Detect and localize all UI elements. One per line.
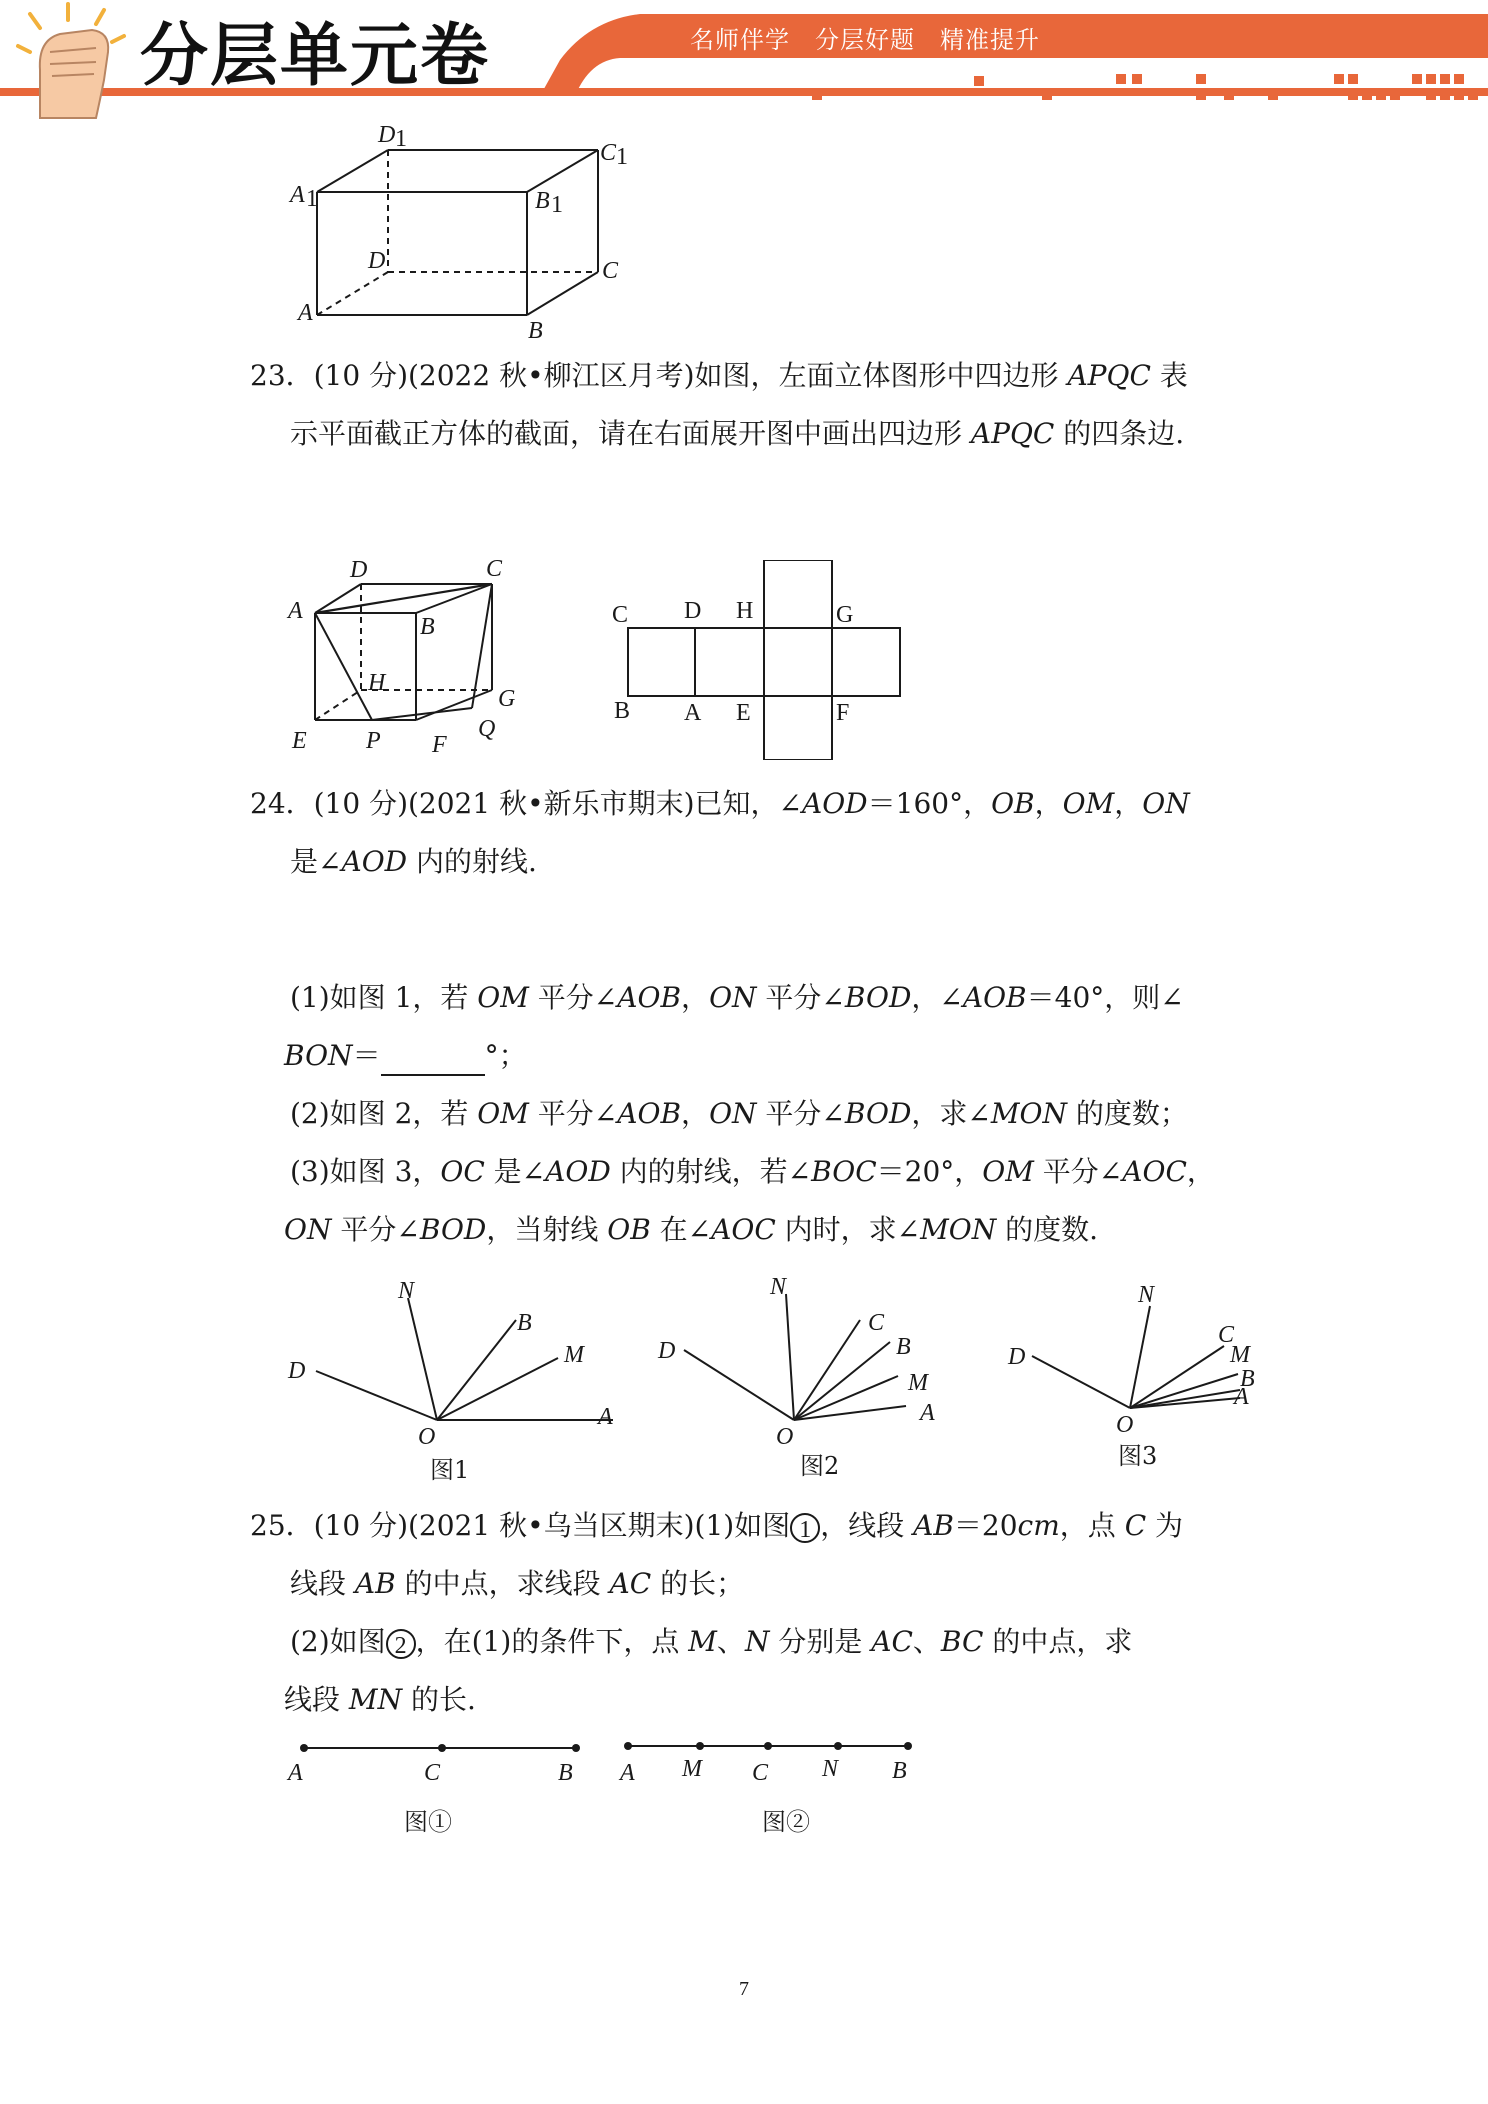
label-C1: C: [600, 140, 617, 166]
label-E: E: [292, 728, 307, 754]
q25-line1: 25．(10 分)(2021 秋•乌当区期末)(1)如图 1 ，线段 AB＝20cm，点 C 为: [250, 1509, 1184, 1543]
circled-2: 2: [386, 1629, 416, 1659]
seg1-label-B: B: [558, 1760, 573, 1786]
label-A1-sub: 1: [306, 186, 318, 212]
seg1-label-C: C: [424, 1760, 441, 1786]
fig2-label-N: N: [770, 1274, 787, 1300]
label-D1-sub: 1: [395, 126, 407, 152]
label-Q: Q: [478, 716, 496, 742]
segment-fig1: [300, 1744, 580, 1752]
page-number: 7: [739, 1978, 749, 2000]
q24-line2: 是∠AOD 内的射线.: [290, 845, 537, 878]
angle-fig3: [1032, 1306, 1240, 1408]
brand-title: 分层单元卷: [140, 17, 491, 96]
label-A: A: [288, 598, 303, 624]
cube-net-figure: [600, 560, 920, 760]
seg2-label-C: C: [752, 1760, 769, 1786]
label-F: F: [432, 732, 447, 758]
seg2-label-A: A: [620, 1760, 635, 1786]
fist-logo-icon: [18, 4, 124, 118]
label-D: D: [368, 248, 386, 274]
circled-1: 1: [790, 1513, 820, 1543]
fig3-label-A: A: [1234, 1384, 1249, 1410]
fig3-caption: 图3: [1118, 1442, 1158, 1470]
angle-figures: [280, 1268, 1280, 1488]
fig3-label-D: D: [1008, 1344, 1026, 1370]
label-C: C: [486, 556, 503, 582]
fig2-label-M: M: [908, 1370, 928, 1396]
label-B: B: [420, 614, 435, 640]
q25-line3: (2)如图 2 ，在(1)的条件下，点 M、N 分别是 AC、BC 的中点，求: [290, 1625, 1133, 1659]
seg2-caption: 图②: [762, 1808, 810, 1836]
answer-blank[interactable]: [381, 1048, 485, 1076]
segment-figures: [280, 1730, 940, 1840]
label-A: A: [298, 300, 313, 326]
label-B1-sub: 1: [551, 192, 563, 218]
decor-squares: [812, 74, 1478, 100]
fig1-label-M: M: [564, 1342, 584, 1368]
label-H: H: [368, 670, 386, 696]
label-C: C: [602, 258, 619, 284]
label-B: B: [614, 698, 631, 724]
fig3-label-C: C: [1218, 1322, 1235, 1348]
label-B: B: [528, 318, 543, 344]
q24-part2: (2)如图 2，若 OM 平分∠AOB，ON 平分∠BOD，求∠MON 的度数；: [290, 1097, 1188, 1130]
label-H: H: [736, 598, 754, 624]
fig1-label-N: N: [398, 1278, 415, 1304]
label-D: D: [350, 557, 368, 583]
header-slogan: 名师伴学 分层好题 精准提升: [690, 26, 1040, 54]
q24-line1: 24．(10 分)(2021 秋•新乐市期末)已知，∠AOD＝160°，OB，OM，ON: [250, 787, 1190, 820]
page-header: [0, 0, 1488, 120]
seg2-label-B: B: [892, 1758, 907, 1784]
q24-part1-line1: (1)如图 1，若 OM 平分∠AOB，ON 平分∠BOD，∠AOB＝40°，则∠: [290, 981, 1184, 1014]
q23-line1: 23．(10 分)(2022 秋•柳江区月考)如图，左面立体图形中四边形 APQC 表: [250, 359, 1188, 392]
fig2-label-O: O: [776, 1424, 794, 1450]
q25-line2: 线段 AB 的中点，求线段 AC 的长；: [290, 1567, 745, 1600]
q24-part3-line2: ON 平分∠BOD，当射线 OB 在∠AOC 内时，求∠MON 的度数.: [284, 1213, 1099, 1246]
fig1-label-O: O: [418, 1424, 436, 1450]
label-D1: D: [378, 122, 396, 148]
fig1-label-B: B: [517, 1310, 532, 1336]
q24-part1-line2: BON＝ °；: [284, 1036, 527, 1076]
label-C1-sub: 1: [616, 144, 628, 170]
cuboid-figure: [280, 120, 640, 345]
fig1-caption: 图1: [430, 1456, 470, 1484]
label-C: C: [612, 602, 629, 628]
label-G: G: [836, 602, 854, 628]
fig1-label-D: D: [288, 1358, 306, 1384]
fig2-label-C: C: [868, 1310, 885, 1336]
label-G: G: [498, 686, 516, 712]
seg2-label-M: M: [682, 1756, 702, 1782]
label-P: P: [366, 728, 381, 754]
fig2-label-B: B: [896, 1334, 911, 1360]
cube-section-figure: [280, 550, 540, 765]
label-D: D: [684, 598, 702, 624]
segment-fig2: [624, 1742, 912, 1750]
label-A1: A: [290, 182, 305, 208]
label-F: F: [836, 700, 850, 726]
label-E: E: [736, 700, 751, 726]
fig2-caption: 图2: [800, 1452, 840, 1480]
q23-line2: 示平面截正方体的截面，请在右面展开图中画出四边形 APQC 的四条边.: [290, 417, 1185, 450]
label-A: A: [684, 700, 702, 726]
fig2-label-D: D: [658, 1338, 676, 1364]
fig2-label-A: A: [920, 1400, 935, 1426]
label-B1: B: [535, 188, 550, 214]
fig3-label-N: N: [1138, 1282, 1155, 1308]
fig3-label-M: M: [1230, 1342, 1250, 1368]
seg1-caption: 图①: [404, 1808, 452, 1836]
fig1-label-A: A: [598, 1404, 613, 1430]
q25-line4: 线段 MN 的长.: [284, 1683, 476, 1716]
fig3-label-B: B: [1240, 1366, 1255, 1392]
fig3-label-O: O: [1116, 1412, 1134, 1438]
seg2-label-N: N: [822, 1756, 839, 1782]
q24-part3-line1: (3)如图 3，OC 是∠AOD 内的射线，若∠BOC＝20°，OM 平分∠AOC，: [290, 1155, 1215, 1188]
seg1-label-A: A: [288, 1760, 303, 1786]
